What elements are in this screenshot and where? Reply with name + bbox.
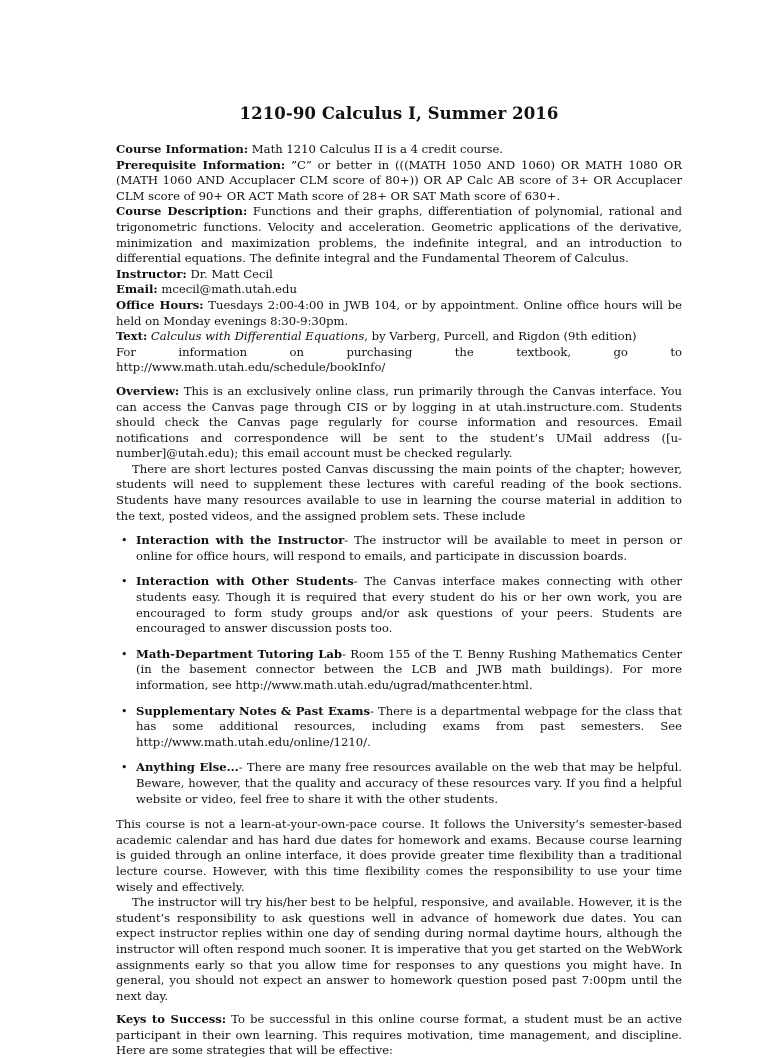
instructor-text: Dr. Matt Cecil: [186, 266, 273, 281]
prerequisite-label: Prerequisite Information:: [116, 157, 286, 172]
office-hours-label: Office Hours:: [116, 297, 204, 312]
keys-paragraph: [116, 1012, 682, 1059]
bullet-icon: •: [121, 575, 128, 589]
office-hours-text: Tuesdays 2:00-4:00 in JWB 104, or by appointment. Online office hours will be held on Monday evenings 8:30-9:30pm.: [116, 297, 682, 328]
resource-title: Anything Else...: [136, 760, 239, 775]
prerequisite-information: [116, 158, 682, 205]
resource-title: Interaction with Other Students: [136, 574, 354, 589]
prerequisite-text: ”C” or better in (((MATH 1050 AND 1060) OR MATH 1080 OR (MATH 1060 AND Accuplacer CLM score of 80+)) OR AP Calc AB score of 3+ OR Accuplacer CLM score of 90+ OR ACT Math score of 28+ OR SAT Math score of 630+.: [116, 157, 682, 203]
resource-text: - The Canvas interface makes connecting with other students easy. Though it is required that every student do his or her own work, you are encouraged to form study groups and/or ask questions of your peers. Students are encouraged to answer discussion posts too.: [136, 574, 682, 636]
overview-paragraph-2: There are short lectures posted Canvas discussing the main points of the chapter; however, students will need to supplement these lectures with careful reading of the book sections. Students have many resources available to use in learning the course material in addition to the text, posted videos, and the assigned problem sets. These include: [116, 461, 682, 523]
course-information-label: Course Information:: [116, 142, 249, 156]
resource-title: Supplementary Notes & Past Exams: [136, 703, 371, 718]
email-label: Email:: [116, 282, 158, 297]
bullet-icon: •: [121, 704, 128, 718]
overview-text: This is an exclusively online class, run primarily through the Canvas interface. You can access the Canvas page through CIS or by logging in at utah.instructure.com. Students should check the Canvas page regularly for course information and resources. Email notifications and correspondence will be sent to the student’s UMail address ([u-number]@utah.edu); this email account must be checked regularly.: [116, 383, 682, 461]
textbook-authors: , by Varberg, Purcell, and Rigdon (9th edition): [364, 329, 637, 344]
page-title: 1210-90 Calculus I, Summer 2016: [239, 104, 559, 123]
course-information: [116, 142, 682, 158]
resource-title: Math-Department Tutoring Lab: [136, 646, 343, 661]
bullet-icon: •: [121, 534, 128, 548]
textbook: [116, 329, 682, 345]
list-item: [121, 703, 683, 751]
pace-section: [116, 817, 682, 1004]
pace-paragraph-2: The instructor will try his/her best to be helpful, responsive, and available. However, it is the student’s responsibility to ask questions well in advance of homework due dates. You can expect instructor replies within one day of sending during normal daytime hours, although the instructor will often respond much sooner. It is imperative that you get started on the WebWork assignments early so that you allow time for responses to any questions you might have. In general, you should not expect an answer to homework question posed past 7:00pm until the next day.: [116, 895, 682, 1003]
purchase-info: For information on purchasing the textbook, go to http://www.math.utah.edu/schedule/bookInfo/: [116, 344, 682, 375]
course-information-text: Math 1210 Calculus II is a 4 credit course.: [248, 142, 504, 156]
email-address: mcecil@math.utah.edu: [157, 282, 297, 297]
overview-label: Overview:: [116, 383, 180, 398]
course-description-text: Functions and their graphs, differentiation of polynomial, rational and trigonometric functions. Velocity and acceleration. Geometric applications of the derivative, minimization and maximization problems, the indefinite integral, and an introduction to differential equations. The definite integral and the Fundamental Theorem of Calculus.: [116, 204, 683, 266]
resources-list: [116, 533, 682, 807]
keys-label: Keys to Success:: [116, 1012, 227, 1027]
bullet-icon: •: [121, 761, 128, 775]
resource-text: - There are many free resources available on the web that may be helpful. Beware, however, that the quality and accuracy of these resources vary. If you find a helpful website or video, feel free to share it with the other students.: [136, 760, 682, 806]
list-item: [121, 533, 682, 564]
resource-text: - The instructor will be available to meet in person or online for office hours, will respond to emails, and participate in discussion boards.: [136, 533, 682, 563]
course-description-label: Course Description:: [116, 204, 248, 219]
office-hours: [116, 298, 682, 329]
resource-text: - Room 155 of the T. Benny Rushing Mathematics Center (in the basement connector between the LCB and JWB math buildings). For more information, see http://www.math.utah.edu/ugrad/mathcenter.html.: [136, 646, 682, 692]
textbook-label: Text:: [116, 329, 148, 344]
pace-paragraph-1: This course is not a learn-at-your-own-pace course. It follows the University’s semester-based academic calendar and has hard due dates for homework and exams. Because course learning is guided through an online interface, it does provide greater time flexibility than a traditional lecture course. However, with this time flexibility comes the responsibility to use your time wisely and effectively.: [116, 817, 682, 894]
list-item: [121, 574, 682, 636]
instructor-label: Instructor:: [116, 266, 187, 281]
bullet-icon: •: [121, 647, 128, 661]
textbook-title: Calculus with Differential Equations: [150, 329, 365, 344]
list-item: [121, 760, 682, 807]
overview-section: [116, 384, 682, 524]
email: [116, 282, 682, 298]
keys-section: [116, 1012, 682, 1059]
list-item: [121, 646, 682, 694]
keys-text: To be successful in this online course format, a student must be an active participant in their own learning. This requires motivation, time management, and discipline. Here are some strategies that will be effective:: [116, 1012, 682, 1058]
overview-paragraph-1: [116, 384, 682, 462]
resource-title: Interaction with the Instructor: [136, 533, 345, 548]
course-info-section: [116, 142, 682, 376]
course-description: [116, 204, 682, 266]
instructor: [116, 267, 682, 283]
resource-text: - There is a departmental webpage for the class that has some additional resources, including exams from past semesters. See http://www.math.utah.edu/online/1210/.: [136, 703, 683, 749]
